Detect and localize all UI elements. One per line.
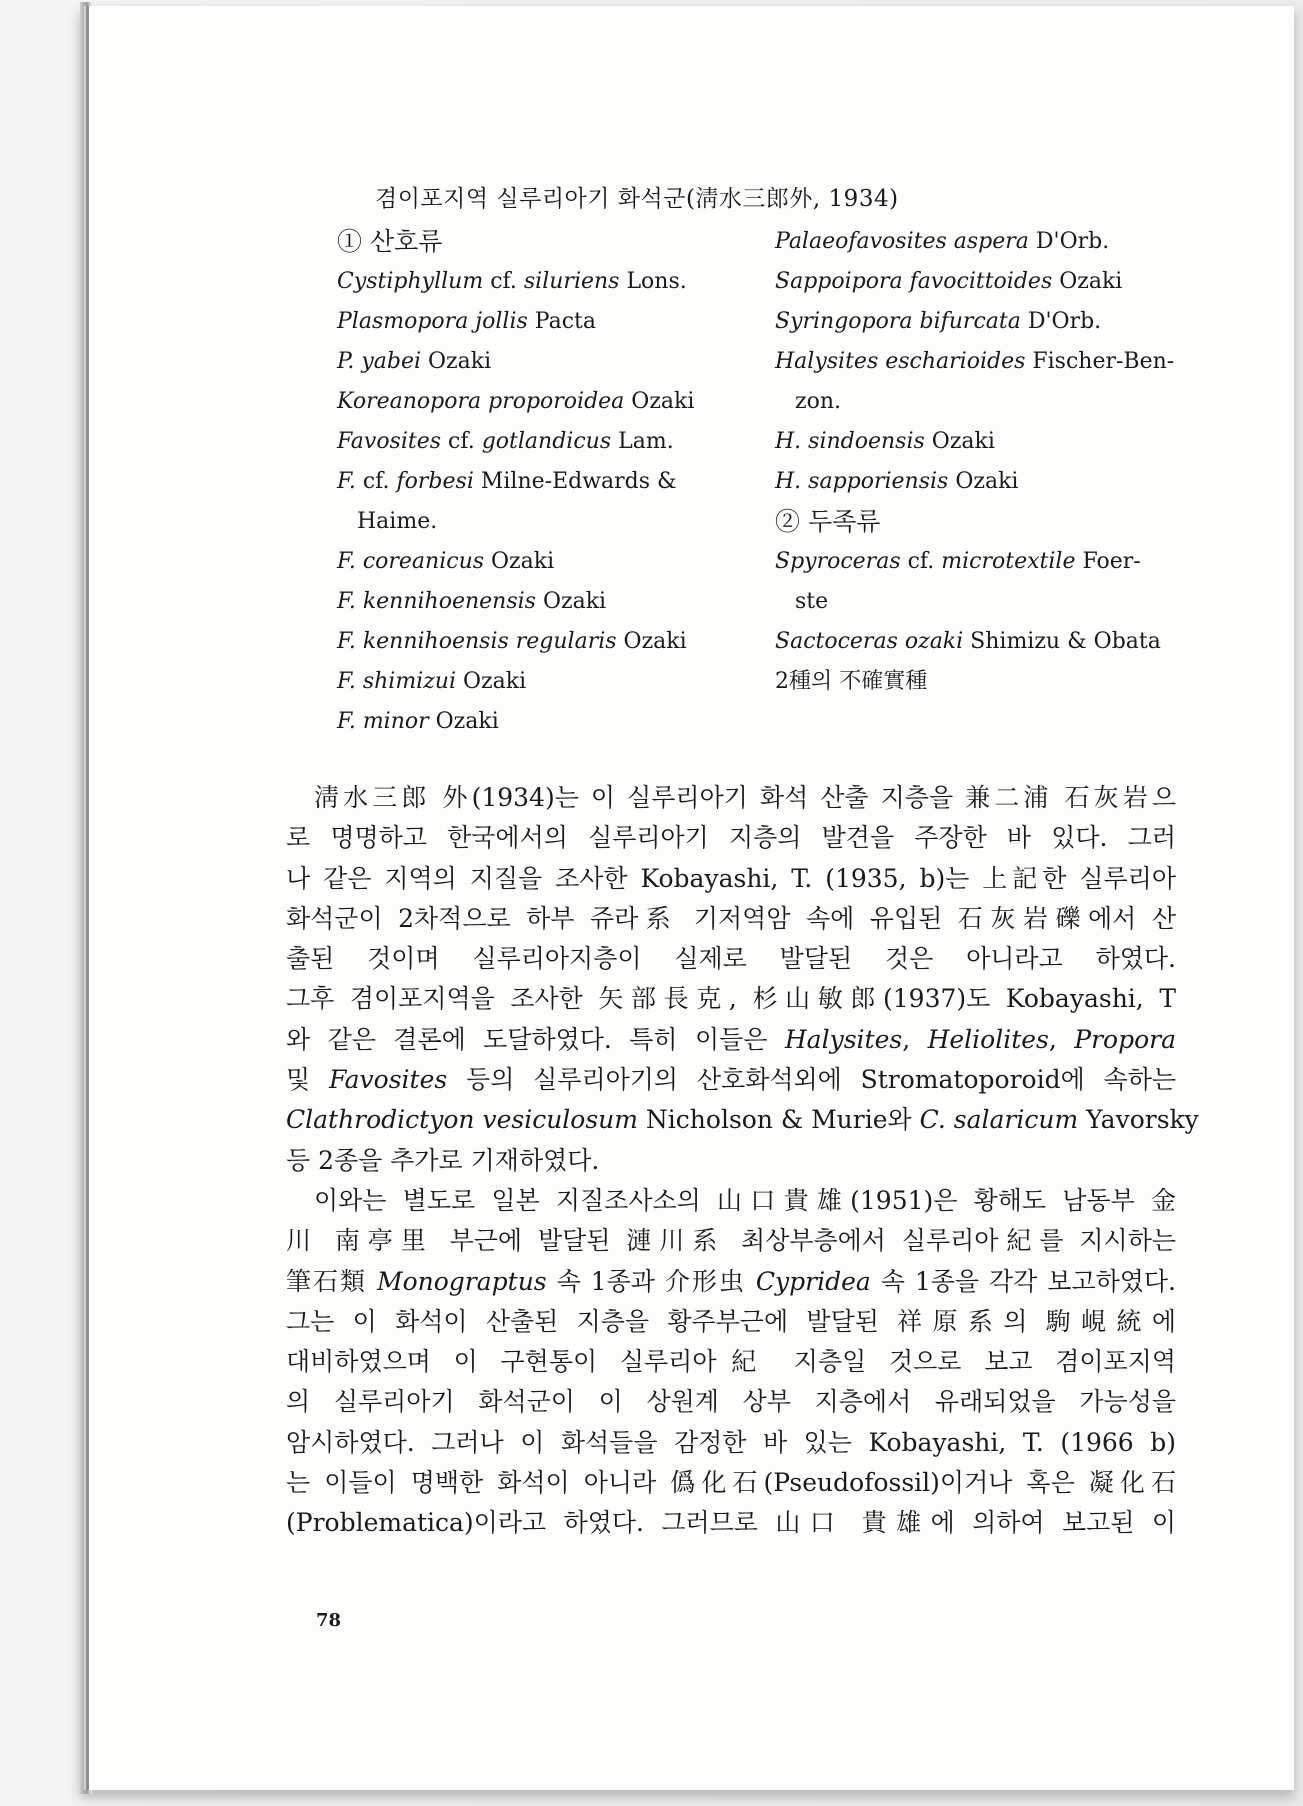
italic-taxon-name: Halysites escharioides [775, 349, 1026, 374]
body-text-line [286, 818, 1176, 858]
fossil-species-entry [337, 262, 727, 302]
text-run: 화석군이 2차적으로 하부 쥬라系 기저역암 속에 유입된 石灰岩礫에서 산 [286, 903, 1176, 933]
fossil-species-entry [775, 222, 1185, 262]
italic-taxon-name: F. kennihoensis regularis [337, 629, 617, 654]
body-text-line [286, 1382, 1176, 1422]
fossil-species-entry [337, 582, 727, 622]
fossil-species-entry [775, 262, 1185, 302]
body-text [286, 778, 1199, 1544]
text-run: Pacta [527, 309, 596, 334]
fossil-species-entry [337, 542, 727, 582]
fossil-species-entry [337, 422, 727, 462]
body-text-line [286, 859, 1176, 899]
text-run: 출된 것이며 실루리아지층이 실제로 발달된 것은 아니라고 하였다. [286, 944, 1176, 974]
text-run: Haime. [357, 509, 438, 534]
italic-taxon-name: Sappoipora favocittoides [775, 269, 1053, 294]
text-run: Lons. [619, 269, 687, 294]
text-run: 및 [286, 1065, 329, 1095]
body-text-line [286, 1100, 1199, 1140]
fossil-group-heading: ② 두족류 [775, 507, 881, 536]
fossil-list-right-column [775, 222, 1185, 702]
fossil-species-entry [775, 382, 1185, 422]
text-run: 그후 겸이포지역을 조사한 矢部長克, 杉山敏郎(1937)도 Kobayashi, T [286, 984, 1176, 1014]
italic-taxon-name: Koreanopora proporoidea [337, 389, 625, 414]
fossil-species-entry [775, 622, 1185, 662]
text-run: Yavorsky [1078, 1105, 1199, 1135]
italic-taxon-name: Palaeofavosites aspera [775, 229, 1029, 254]
text-run: , [902, 1024, 928, 1054]
fossil-species-entry [775, 462, 1185, 502]
italic-taxon-name: Cystiphyllum [337, 269, 484, 294]
italic-taxon-name: H. sindoensis [775, 429, 925, 454]
text-run: 淸水三郎 外(1934)는 이 실루리아기 화석 산출 지층을 兼二浦 石灰岩으 [314, 783, 1176, 812]
fossil-species-entry [337, 342, 727, 382]
body-text-line [286, 1221, 1176, 1261]
body-text-line [286, 1181, 1176, 1221]
text-run: 나 같은 지역의 지질을 조사한 Kobayashi, T. (1935, b)는 上記한 실루리아 [286, 863, 1176, 893]
fossil-list-left-column [337, 222, 727, 742]
fossil-species-entry [775, 542, 1185, 582]
italic-taxon-name: Plasmopora jollis [337, 309, 528, 334]
fossil-species-entry [337, 302, 727, 342]
text-run: Ozaki [924, 429, 995, 454]
body-text-line [286, 1342, 1176, 1382]
text-run: Ozaki [948, 469, 1019, 494]
text-run: cf. [355, 469, 397, 494]
italic-taxon-name: Monograptus [377, 1266, 547, 1296]
italic-taxon-name: C. salaricum [919, 1105, 1079, 1135]
fossil-species-entry [337, 662, 727, 702]
italic-taxon-name: Favosites [328, 1065, 448, 1095]
italic-taxon-name: H. sapporiensis [775, 469, 949, 494]
italic-taxon-name: Clathrodictyon vesiculosum [286, 1105, 638, 1135]
italic-taxon-name: microtextile [941, 549, 1076, 574]
text-run: Nicholson & Murie와 [637, 1105, 920, 1135]
fossil-species-entry [337, 502, 727, 542]
text-run: 로 명명하고 한국에서의 실루리아기 지층의 발견을 주장한 바 있다. 그러 [286, 823, 1176, 853]
fossil-species-entry [775, 662, 1185, 702]
text-run: Foer- [1075, 549, 1141, 574]
italic-taxon-name: F. kennihoenensis [337, 589, 536, 614]
italic-taxon-name: F. shimizui [337, 669, 457, 694]
fossil-species-entry [337, 462, 727, 502]
text-run: (Problematica)이라고 하였다. 그러므로 山口 貴雄에 의하여 보고된 이 [286, 1508, 1176, 1538]
text-run: 와 같은 결론에 도달하였다. 특히 이들은 [286, 1024, 785, 1054]
italic-taxon-name: F. [337, 469, 356, 494]
body-text-line [286, 1262, 1176, 1302]
fossil-list-heading: 겸이포지역 실루리아기 화석군(淸水三郎外, 1934) [375, 186, 899, 212]
body-text-line [286, 1423, 1176, 1463]
italic-taxon-name: F. coreanicus [337, 549, 485, 574]
body-text-line [286, 1503, 1176, 1543]
body-text-line [286, 939, 1176, 979]
italic-taxon-name: Favosites [337, 429, 442, 454]
fossil-group-heading: ① 산호류 [337, 227, 443, 256]
italic-taxon-name: Cypridea [755, 1266, 871, 1296]
text-run: Lam. [611, 429, 674, 454]
text-run: Shimizu & Obata [963, 629, 1161, 654]
text-run: Ozaki [421, 349, 492, 374]
body-text-line [286, 1463, 1176, 1503]
italic-taxon-name: Halysites [784, 1024, 903, 1054]
text-run: 는 이들이 명백한 화석이 아니라 僞化石(Pseudofossil)이거나 혹은 凝化石 [286, 1468, 1176, 1498]
text-run: 등의 실루리아기의 산호화석외에 Stromatoporoid에 속하는 [447, 1065, 1176, 1095]
italic-taxon-name: F. minor [337, 709, 429, 734]
text-run: Ozaki [428, 709, 499, 734]
text-run: Ozaki [616, 629, 687, 654]
text-run: ste [795, 589, 829, 614]
text-run: 2種의 不確實種 [775, 669, 928, 694]
text-run: zon. [795, 389, 841, 414]
italic-taxon-name: gotlandicus [481, 429, 612, 454]
text-run: Ozaki [535, 589, 607, 614]
text-run: 암시하였다. 그러나 이 화석들을 감정한 바 있는 Kobayashi, T. (1966 b) [286, 1427, 1176, 1457]
italic-taxon-name: P. yabei [337, 349, 422, 374]
italic-taxon-name: Sactoceras ozaki [775, 629, 964, 654]
text-run: 川 南亭里 부근에 발달된 漣川系 최상부층에서 실루리아紀를 지시하는 [286, 1226, 1176, 1256]
text-run: 의 실루리아기 화석군이 이 상원계 상부 지층에서 유래되었을 가능성을 [286, 1387, 1176, 1417]
italic-taxon-name: Propora [1074, 1024, 1176, 1054]
italic-taxon-name: forbesi [396, 469, 474, 494]
text-run: cf. [441, 429, 482, 454]
fossil-species-entry [337, 622, 727, 662]
text-run: 속 1종을 각각 보고하였다. [870, 1266, 1176, 1296]
text-run: Ozaki [484, 549, 555, 574]
text-run: 등 2종을 추가로 기재하였다. [286, 1145, 600, 1175]
body-text-line [286, 1302, 1176, 1342]
text-run: 속 1종과 介形虫 [546, 1266, 756, 1296]
italic-taxon-name: siluriens [523, 269, 620, 294]
italic-taxon-name: Syringopora bifurcata [775, 309, 1021, 334]
text-run: D'Orb. [1028, 229, 1110, 254]
body-text-line [286, 1141, 1176, 1181]
text-run: D'Orb. [1020, 309, 1102, 334]
text-run: Fischer-Ben- [1025, 349, 1175, 374]
text-run: 그는 이 화석이 산출된 지층을 황주부근에 발달된 祥原系의 駒峴統에 [286, 1306, 1176, 1336]
body-text-line [286, 1020, 1176, 1060]
text-run: Ozaki [1052, 269, 1123, 294]
fossil-species-entry [337, 382, 727, 422]
text-run: cf. [483, 269, 524, 294]
fossil-species-entry [775, 422, 1185, 462]
body-text-line [286, 1060, 1176, 1100]
italic-taxon-name: Heliolites [927, 1024, 1049, 1054]
page-number: 78 [316, 1610, 342, 1631]
text-run: Ozaki [456, 669, 527, 694]
text-run: 筆石類 [286, 1266, 377, 1296]
text-run: Milne-Edwards & [473, 469, 677, 494]
body-text-line [286, 979, 1176, 1019]
body-text-line [286, 899, 1176, 939]
text-run: , [1048, 1024, 1075, 1054]
fossil-species-entry [775, 582, 1185, 622]
italic-taxon-name: Spyroceras [775, 549, 901, 574]
fossil-species-entry [775, 342, 1185, 382]
text-run: Ozaki [624, 389, 695, 414]
text-run: cf. [900, 549, 942, 574]
fossil-species-entry [775, 302, 1185, 342]
body-text-line [286, 778, 1176, 818]
text-run: 이와는 별도로 일본 지질조사소의 山口貴雄(1951)은 황해도 남동부 金 [314, 1185, 1176, 1215]
text-run: 대비하였으며 이 구현통이 실루리아紀 지층일 것으로 보고 겸이포지역 [286, 1347, 1176, 1377]
fossil-species-entry [337, 702, 727, 742]
